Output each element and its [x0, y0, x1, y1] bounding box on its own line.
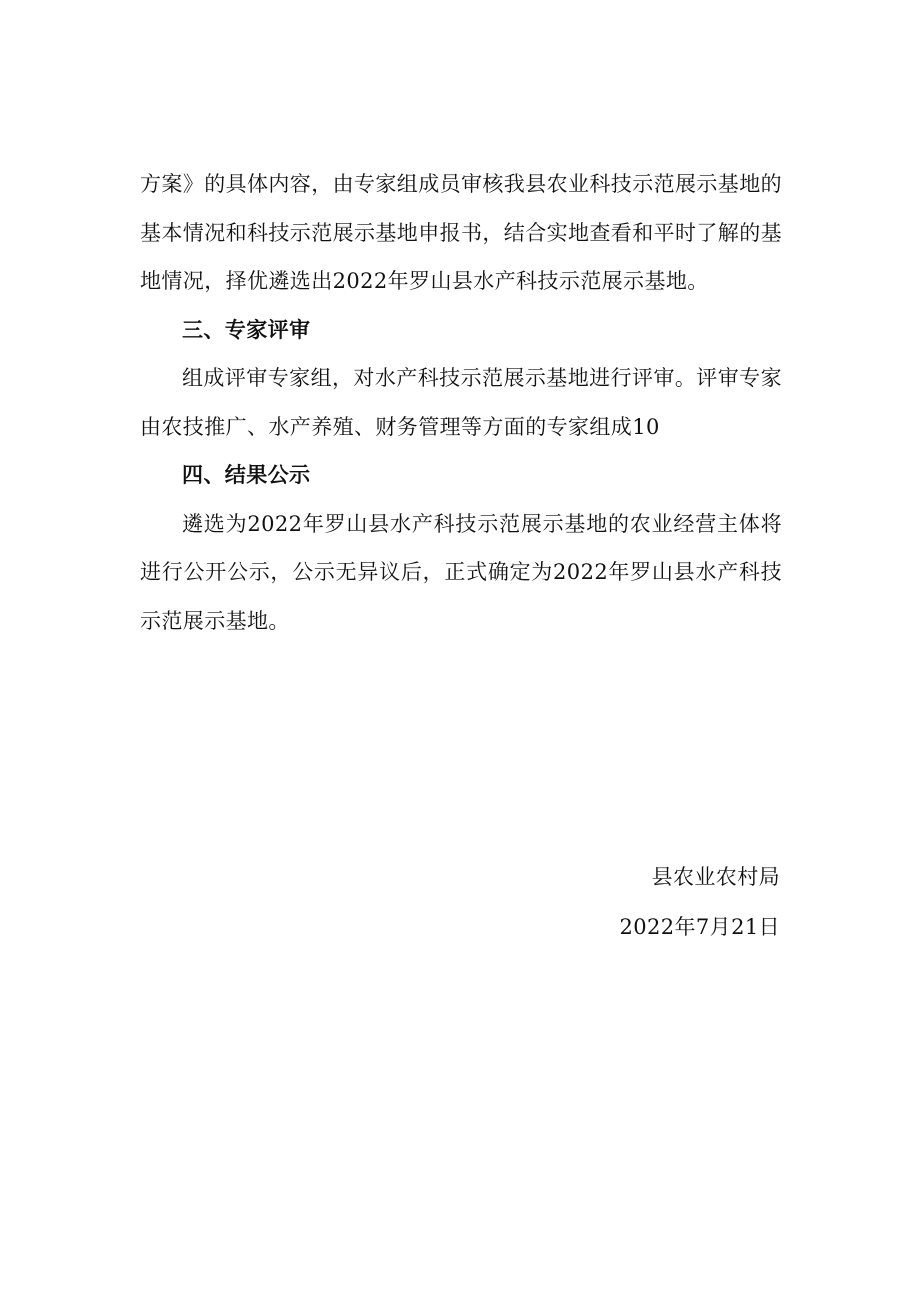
paragraph-continuation: 方案》的具体内容，由专家组成员审核我县农业科技示范展示基地的基本情况和科技示范展示基地申报书，结合实地查看和平时了解的基地情况，择优遴选出2022年罗山县水产科技示范展示基地。 [140, 172, 782, 293]
section-heading-expert-review: 三、专家评审 [182, 317, 311, 342]
paragraph-expert-review: 组成评审专家组，对水产科技示范展示基地进行评审。评审专家由农技推广、水产养殖、财务管理等方面的专家组成10 [140, 366, 782, 439]
issuer-name: 县农业农村局 [651, 865, 780, 889]
issue-date: 2022年7月21日 [619, 915, 780, 939]
section-heading-result-publicity: 四、结果公示 [182, 463, 311, 487]
paragraph-result-publicity: 遴选为2022年罗山县水产科技示范展示基地的农业经营主体将进行公开公示，公示无异议后，正式确定为2022年罗山县水产科技示范展示基地。 [140, 511, 782, 633]
document-body [140, 160, 782, 645]
signature-block [619, 852, 780, 952]
